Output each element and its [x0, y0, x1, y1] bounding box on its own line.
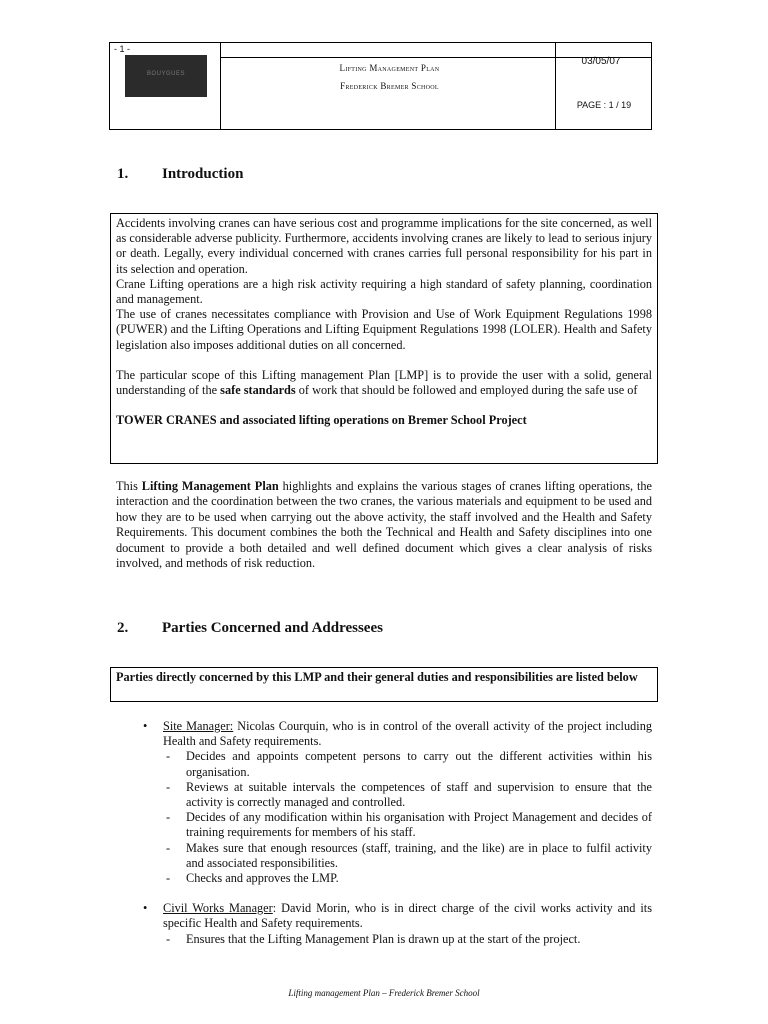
duty-item [140, 780, 652, 810]
introduction-box [110, 213, 658, 464]
scope-text: of work that should be followed and employed during the safe use of [295, 383, 638, 398]
duty-item [140, 932, 652, 947]
section-heading-parties [117, 620, 383, 637]
page-number-label: - 1 - [114, 44, 131, 54]
duty-item [140, 871, 652, 886]
duty-text: Decides and appoints competent persons to carry out the different activities within his organisation. [186, 749, 652, 779]
section-number: 2. [117, 620, 129, 636]
party-site-manager [140, 719, 652, 749]
header-page-count: PAGE : 1 / 19 [576, 100, 632, 110]
party-role: Site Manager: [163, 719, 234, 733]
party-civil-works-manager [140, 901, 652, 931]
intro-paragraph: Accidents involving cranes can have serious cost and programme implications for the site concerned, as well as considerable adverse publicity. Furthermore, accidents involving cranes are likely to lead to serious injury or death. Legally, every individual concerned with cranes carries full personal responsibility for his part in its selection and operation. [116, 216, 652, 276]
duty-text: Checks and approves the LMP. [186, 871, 339, 886]
intro-paragraph: Crane Lifting operations are a high risk activity requiring a high standard of safety planning, coordination and management. [116, 276, 652, 307]
lmp-description-paragraph [116, 479, 652, 571]
party-role: Civil Works Manager [163, 901, 273, 916]
duty-item [140, 749, 652, 779]
parties-list [140, 719, 652, 947]
section-number: 1. [117, 166, 129, 182]
header-logo-cell [110, 43, 221, 129]
bullet-icon: • [143, 719, 148, 733]
duty-item [140, 810, 652, 840]
intro-scope-emphasis: TOWER CRANES and associated lifting operations on Bremer School Project [116, 413, 527, 428]
duty-text: Makes sure that enough resources (staff, training, and the like) are in place to fulfil activity and associated responsibilities. [186, 840, 652, 870]
party-description: Nicolas Courquin, who is in control of the overall activity of the project including Health and Safety requirements. [163, 719, 652, 749]
party-description: : David Morin, who is in direct charge of the civil works activity and its specific Health and Safety requirements. [163, 901, 652, 931]
logo-text: BOUYGUES [146, 71, 185, 77]
para-text: This [116, 479, 142, 493]
section-title: Introduction [162, 166, 244, 182]
header-date: 03/05/07 [581, 56, 621, 67]
site-manager-duties [140, 749, 652, 886]
page-footer: Lifting management Plan – Frederick Bremer School [288, 988, 480, 998]
header-title: Lifting Management Plan [339, 63, 440, 73]
scope-bold-text: safe standards [220, 383, 296, 398]
para-text: highlights and explains the various stages of cranes lifting operations, the interaction and the coordination between the two cranes, the various materials and equipment to be used and how they are to be used when carrying out the above activity, the staff involved and the Health and Safety Requirements. This document combines the both the Technical and Health and Safety disciplines into one document to provide a both detailed and well defined document which gives a clear analysis of risks involved, and methods of risk reduction. [116, 479, 653, 571]
bullet-icon: • [143, 901, 148, 916]
header-table [109, 42, 652, 130]
duty-text: Reviews at suitable intervals the competences of staff and supervision to ensure that the activity is correctly managed and controlled. [186, 779, 652, 810]
dash-icon: - [166, 840, 171, 855]
dash-icon: - [166, 749, 171, 764]
intro-scope-paragraph [116, 368, 652, 398]
section-title: Parties Concerned and Addressees [162, 620, 383, 636]
duty-text: Decides of any modification within his organisation with Project Management and decides of training requirements for members of his staff. [186, 810, 652, 840]
dash-icon: - [166, 871, 171, 886]
parties-intro-box: Parties directly concerned by this LMP and their general duties and responsibilities are listed below [110, 667, 658, 702]
company-logo [125, 55, 207, 97]
intro-paragraph: The use of cranes necessitates compliance with Provision and Use of Work Equipment Regulations 1998 (PUWER) and the Lifting Operations and Lifting Equipment Regulations 1998 (LOLER). Health and Safety legislation also imposes additional duties on all concerned. [116, 307, 652, 352]
civil-works-duties [140, 932, 652, 947]
scope-text: The particular scope of this Lifting management Plan [LMP] is to provide the user with a solid, general understanding of the [116, 367, 652, 398]
header-subtitle: Frederick Bremer School [340, 81, 439, 91]
dash-icon: - [166, 810, 171, 825]
section-heading-introduction [117, 166, 243, 183]
para-bold-text: Lifting Management Plan [141, 479, 279, 493]
dash-icon: - [166, 931, 171, 946]
duty-item [140, 841, 652, 871]
dash-icon: - [166, 779, 171, 794]
duty-text: Ensures that the Lifting Management Plan is drawn up at the start of the project. [186, 931, 581, 946]
